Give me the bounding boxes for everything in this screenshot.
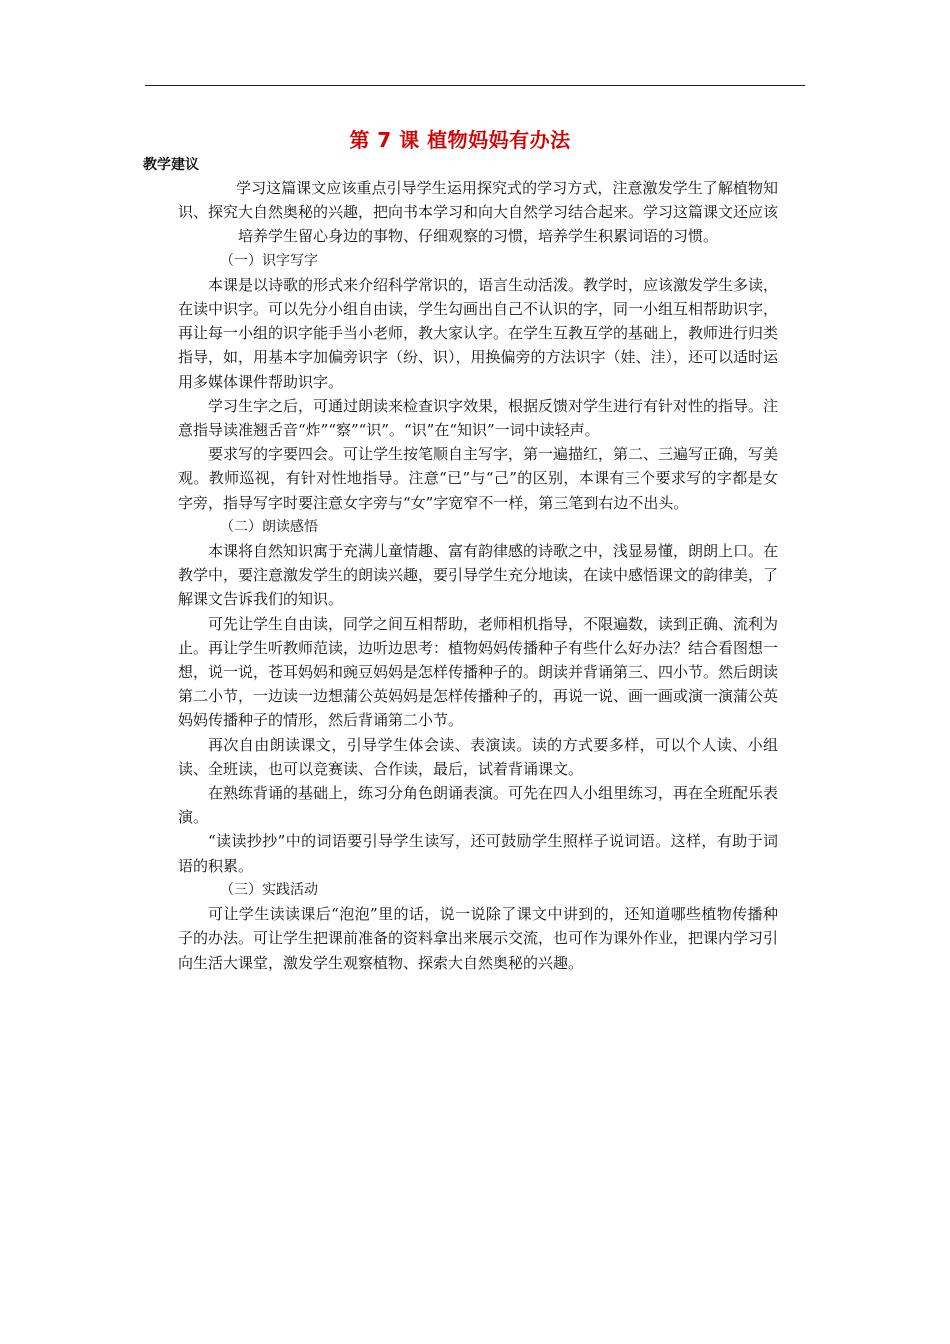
paragraph: 在熟练背诵的基础上，练习分角色朗诵表演。可先在四人小组里练习，再在全班配乐表演。 bbox=[178, 784, 779, 827]
intro-text: 学习这篇课文应该重点引导学生运用探究式的学习方式，注意激发学生了解植物知识、探究大自然奥秘的兴趣，把向书本学习和向大自然学习结合起来。学习这篇课文还应该培养学生留心身边的事物、仔细观察的习惯，培养学生积累词语的习惯。 bbox=[178, 179, 779, 246]
paragraph: 本课是以诗歌的形式来介绍科学常识的，语言生动活泼。教学时，应该激发学生多读，在读中识字。可以先分小组自由读，学生勾画出自己不认识的字，同一小组互相帮助识字，再让每一小组的识字能手当小老师，教大家认字。在学生互教互学的基础上，教师进行归类指导，如，用基本字加偏旁识字（纷、识），用换偏旁的方法识字（娃、洼），还可以适时运用多媒体课件帮助识字。 bbox=[178, 275, 779, 391]
section-heading-practice: （三）实践活动 bbox=[220, 881, 318, 898]
paragraph: 学习生字之后，可通过朗读来检查识字效果，根据反馈对学生进行有针对性的指导。注意指导读准翘舌音“炸”“察”“识”。“识”在“知识”一词中读轻声。 bbox=[178, 396, 779, 440]
paragraph: 本课将自然知识寓于充满儿童情趣、富有韵律感的诗歌之中，浅显易懂，朗朗上口。在教学中，要注意激发学生的朗读兴趣，要引导学生充分地读，在读中感悟课文的韵律美，了解课文告诉我们的知识。 bbox=[178, 542, 779, 609]
document-body bbox=[178, 176, 778, 975]
section-heading-reading: （二）朗读感悟 bbox=[220, 518, 318, 535]
header-rule bbox=[145, 85, 805, 86]
section-heading-literacy: （一）识字写字 bbox=[220, 252, 318, 269]
page-title: 第 7 课 植物妈妈有办法 bbox=[349, 128, 571, 152]
paragraph: “读读抄抄”中的词语要引导学生读写，还可鼓励学生照样子说词语。这样，有助于词语的积累。 bbox=[178, 832, 778, 875]
paragraph: 可让学生读读课后“泡泡”里的话，说一说除了课文中讲到的，还知道哪些植物传播种子的办法。可让学生把课前准备的资料拿出来展示交流，也可作为课外作业，把课内学习引向生活大课堂，激发学生观察植物、探索大自然奥秘的兴趣。 bbox=[178, 905, 779, 972]
paragraph: 要求写的字要四会。可让学生按笔顺自主写字，第一遍描红，第二、三遍写正确，写美观。教师巡视，有针对性地指导。注意“已”与“己”的区别，本课有三个要求写的字都是女字旁，指导写字时要注意女字旁与“女”字宽窄不一样，第三笔到右边不出头。 bbox=[178, 445, 779, 512]
paragraph: 再次自由朗读课文，引导学生体会读、表演读。读的方式要多样，可以个人读、小组读、全班读，也可以竞赛读、合作读，最后，试着背诵课文。 bbox=[178, 735, 778, 778]
section-label: 教学建议 bbox=[143, 157, 199, 173]
intro-paragraph bbox=[178, 176, 778, 249]
paragraph: 可先让学生自由读，同学之间互相帮助，老师相机指导，不限遍数，读到正确、流利为止。再让学生听教师范读，边听边思考：植物妈妈传播种子有些什么好办法？结合看图想一想，说一说，苍耳妈妈和豌豆妈妈是怎样传播种子的。朗读并背诵第三、四小节。然后朗读第二小节，一边读一边想蒲公英妈妈是怎样传播种子的，再说一说、画一画或演一演蒲公英妈妈传播种子的情形，然后背诵第二小节。 bbox=[178, 614, 779, 730]
